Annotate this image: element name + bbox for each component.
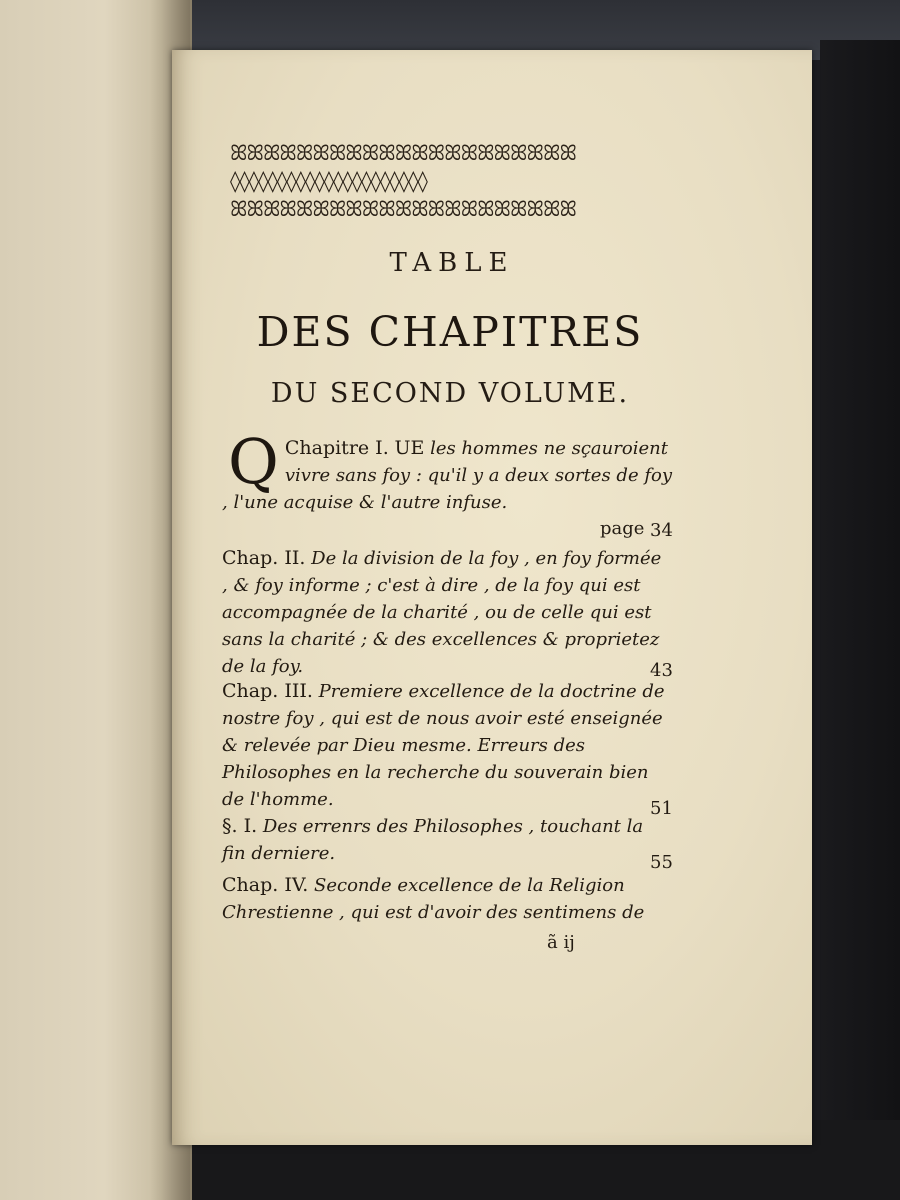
entry-page-number: 51 [650, 798, 673, 819]
entry-label: Chap. IV. [222, 874, 309, 896]
entry-page-number: 55 [650, 852, 673, 873]
entry-small-caps: UE [394, 437, 425, 459]
entry-page-number: 43 [650, 660, 673, 681]
entry-label: §. I. [222, 815, 258, 837]
entry-page-number: 34 [650, 520, 673, 541]
entry-text: les hommes ne sçauroient vivre sans foy : qu'il y a deux sortes de foy , l'une acquise & l'autre infuse. [222, 438, 672, 513]
toc-entry-chapitre-1 [222, 425, 672, 516]
toc-entry-chapitre-4 [222, 872, 672, 926]
entry-text: Premiere excellence de la doctrine de nostre foy , qui est de nous avoir esté enseignée & relevée par Dieu mesme. Erreurs des Philosophes en la recherche du souverain bien de l'homme. [222, 681, 665, 810]
ornament-row-middle: ◊◊◊◊◊◊◊◊◊◊◊◊◊◊◊◊◊◊◊◊◊ [230, 169, 427, 193]
printers-ornament [230, 142, 670, 220]
book-page [172, 50, 812, 1145]
toc-entry-chapitre-2 [222, 545, 672, 680]
ornament-row-bottom: ꕤꕤꕤꕤꕤꕤꕤꕤꕤꕤꕤꕤꕤꕤꕤꕤꕤꕤꕤꕤꕤ [230, 197, 576, 221]
entry-text: Des errenrs des Philosophes , touchant la fin derniere. [222, 816, 644, 864]
title-second-volume: DU SECOND VOLUME. [270, 378, 630, 409]
ornament-row-top: ꕤꕤꕤꕤꕤꕤꕤꕤꕤꕤꕤꕤꕤꕤꕤꕤꕤꕤꕤꕤꕤ [230, 141, 576, 165]
toc-entry-section-1 [222, 813, 672, 867]
background-dark-right [820, 40, 900, 1200]
entry-page-label: page [600, 518, 645, 539]
entry-label: Chap. II. [222, 547, 306, 569]
entry-text: De la division de la foy , en foy formée , & foy informe ; c'est à dire , de la foy qui est accompagnée de la charité , ou de celle qui est sans la charité ; & des excellences & proprietez de la foy. [222, 548, 662, 677]
drop-capital: Q [228, 425, 279, 498]
entry-label: Chap. III. [222, 680, 313, 702]
entry-text: Seconde excellence de la Religion Chrestienne , qui est d'avoir des sentimens de [222, 875, 645, 923]
title-des-chapitres: DES CHAPITRES [256, 308, 644, 356]
toc-entry-chapitre-3 [222, 678, 672, 813]
title-table: TABLE [389, 248, 515, 278]
signature-mark: ã ij [547, 932, 575, 953]
entry-label: Chapitre I. [284, 437, 389, 459]
